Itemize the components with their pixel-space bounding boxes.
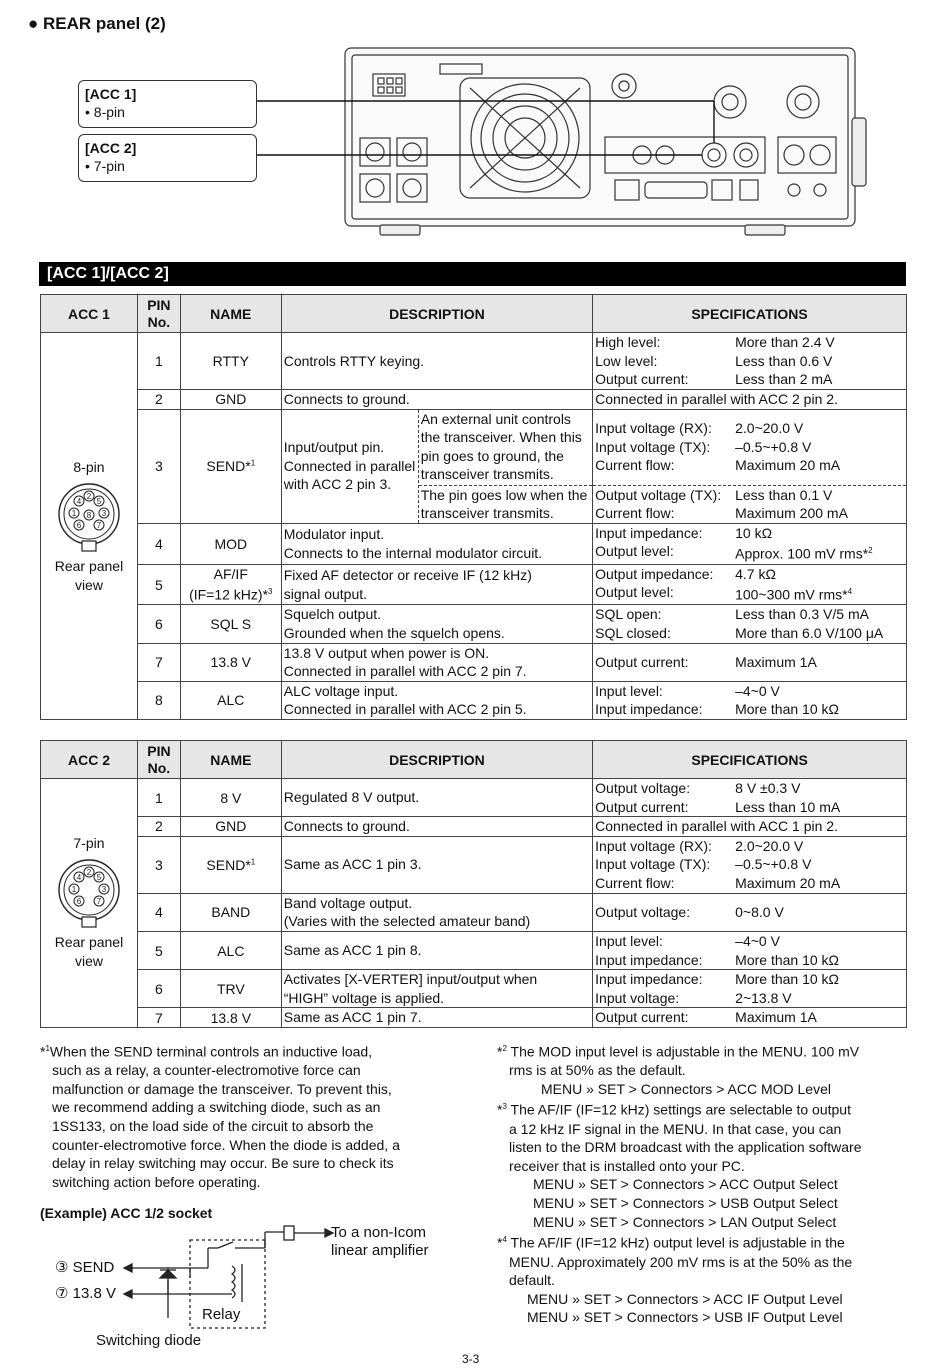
spec-key: Input voltage (TX):	[595, 438, 711, 455]
spec-key: Output voltage:	[595, 904, 691, 921]
spec-key: Input voltage (RX):	[595, 837, 712, 854]
note-line: such as a relay, a counter-electromotive force can	[52, 1062, 361, 1079]
spec-key: Input impedance:	[595, 524, 703, 541]
pin-number: 5	[137, 564, 180, 605]
table-row	[41, 564, 907, 605]
desc-line: 13.8 V output when power is ON.	[283, 644, 490, 661]
menu-path: MENU » SET > Connectors > ACC MOD Level	[541, 1080, 831, 1097]
pin-name: MOD	[180, 523, 281, 564]
desc-line: Grounded when the squelch opens.	[283, 625, 505, 642]
spec-key: Input impedance:	[595, 701, 703, 718]
pin-name	[180, 836, 281, 893]
note-line: counter-electromotive force. When the diode is added, a	[52, 1136, 400, 1153]
desc-line: “HIGH” voltage is applied.	[283, 989, 445, 1006]
desc-line: Modulator input.	[283, 526, 385, 543]
pin-name: 8 V	[180, 779, 281, 817]
acc2-header-name: NAME	[180, 741, 281, 779]
footnote-number: 2	[502, 1044, 507, 1053]
table-row	[41, 779, 907, 817]
pin-number: 1	[137, 779, 180, 817]
menu-path: MENU » SET > Connectors > USB Output Select	[533, 1195, 838, 1212]
svg-text:2: 2	[86, 868, 92, 878]
spec-key: Output impedance:	[595, 565, 714, 582]
menu-path: MENU » SET > Connectors > ACC IF Output Level	[527, 1290, 843, 1307]
spec-value: 2.0~20.0 V	[735, 420, 804, 437]
pin-number: 8	[137, 681, 180, 719]
desc-main: Input/output pin. Connected in parallel with ACC 2 pin 3.	[282, 410, 419, 523]
spec-key: High level:	[595, 334, 661, 351]
note-line: receiver that is installed onto your PC.	[509, 1157, 745, 1174]
pin-name: GND	[180, 817, 281, 837]
note-line: The AF/IF (IF=12 kHz) output level is adjustable in the	[510, 1234, 845, 1251]
pin-name-text: SEND*	[206, 458, 251, 475]
pin-name: BAND	[180, 893, 281, 931]
table-row	[41, 1008, 907, 1028]
relay-label: Relay	[202, 1306, 241, 1323]
spec-value: Less than 0.6 V	[735, 352, 833, 369]
spec-key: Current flow:	[595, 875, 675, 892]
spec-key: Low level:	[595, 352, 658, 369]
pin-specification: Connected in parallel with ACC 2 pin 2.	[593, 390, 907, 410]
footnote-2: *$^2$ The MOD input level is adjustable in the MENU. 100 mV rms is at 50% as the default. MENU » SET > Connectors > ACC MOD Level	[497, 1040, 909, 1098]
note-line: malfunction or damage the transceiver. To prevent this,	[52, 1080, 392, 1097]
svg-text:5: 5	[96, 496, 102, 506]
footnote-1	[40, 1040, 460, 1191]
pin-name-text: SEND*	[206, 856, 251, 873]
spec-value: 10 kΩ	[735, 524, 773, 541]
amplifier-label-line2: linear amplifier	[331, 1242, 429, 1259]
note-line: 1SS133, on the load side of the circuit to absorb the	[52, 1118, 374, 1135]
pin-description	[281, 564, 592, 605]
acc1-header-connector: ACC 1	[41, 295, 138, 333]
pin-number: 4	[137, 523, 180, 564]
pin-name: RTTY	[180, 333, 281, 390]
diode-label: Switching diode	[96, 1332, 202, 1349]
desc-line: Fixed AF detector or receive IF (12 kHz)	[283, 566, 532, 583]
menu-path: MENU » SET > Connectors > ACC Output Select	[533, 1176, 838, 1193]
desc-line: ALC voltage input.	[283, 682, 399, 699]
pin-specification	[593, 523, 907, 564]
pin-specification	[593, 564, 907, 605]
pin-number: 3	[137, 409, 180, 523]
pin-specification	[593, 893, 907, 931]
table-row	[41, 931, 907, 969]
spec-key: Output current:	[595, 371, 689, 388]
send-terminal-label: ③ SEND	[55, 1259, 115, 1276]
pin-name-text: AF/IF	[213, 565, 248, 582]
pin-description	[281, 893, 592, 931]
spec-key: SQL open:	[595, 606, 662, 623]
footnote-number: 4	[502, 1235, 507, 1245]
spec-key: Output level:	[595, 543, 674, 560]
callout-acc1-title: [ACC 1]	[85, 86, 137, 102]
spec-value: Less than 0.1 V	[735, 486, 833, 503]
table-row	[41, 681, 907, 719]
pin-name-text: (IF=12 kHz)*	[189, 586, 269, 603]
spec-value: Less than 2 mA	[735, 371, 833, 388]
note-line: The MOD input level is adjustable in the MENU. 100 mV	[510, 1043, 860, 1060]
spec-key: Output current:	[595, 798, 689, 815]
section-title-bar	[39, 262, 906, 286]
pin-specification	[593, 333, 907, 390]
spec-key: Current flow:	[595, 457, 675, 474]
spec-value: Maximum 20 mA	[735, 875, 841, 892]
footnote-number: 3	[502, 1102, 507, 1112]
spec-value: 0~8.0 V	[735, 904, 784, 921]
svg-text:8: 8	[86, 510, 92, 520]
acc1-header-description: DESCRIPTION	[281, 295, 592, 333]
acc2-view-label: Rear panel view	[54, 934, 124, 970]
footnote-ref: 2	[868, 546, 873, 556]
spec-key: Input voltage (TX):	[595, 856, 711, 873]
pin-description	[281, 409, 592, 523]
callout-acc2-sub: • 7-pin	[85, 158, 125, 174]
pin-specification	[593, 779, 907, 817]
desc-line: Activates [X-VERTER] input/output when	[283, 971, 538, 988]
pin-name	[180, 564, 281, 605]
spec-key: Current flow:	[595, 505, 675, 522]
amplifier-label-line1: To a non-Icom	[331, 1224, 427, 1241]
svg-text:2: 2	[86, 491, 92, 501]
spec-value: More than 10 kΩ	[735, 701, 839, 718]
desc-line: Connected in parallel with ACC 2 pin 5.	[283, 701, 527, 718]
pin-name: GND	[180, 390, 281, 410]
spec-key: Output level:	[595, 584, 674, 601]
pin-number: 1	[137, 333, 180, 390]
acc1-connector-cell	[41, 333, 138, 720]
table-row	[41, 893, 907, 931]
spec-value: Maximum 1A	[735, 653, 817, 670]
table-row	[41, 523, 907, 564]
spec-key: Output voltage:	[595, 780, 691, 796]
pin-number: 3	[137, 836, 180, 893]
desc-line: (Varies with the selected amateur band)	[283, 913, 531, 930]
pin-description: Same as ACC 1 pin 8.	[281, 931, 592, 969]
spec-value: Less than 0.3 V/5 mA	[735, 606, 869, 623]
table-row	[41, 836, 907, 893]
table-row	[41, 333, 907, 390]
note-line: a 12 kHz IF signal in the MENU. In that case, you can	[509, 1120, 842, 1137]
pin-specification	[593, 970, 907, 1008]
spec-value: 2.0~20.0 V	[735, 837, 804, 854]
pin-name: ALC	[180, 931, 281, 969]
page-heading: ● REAR panel (2)	[28, 14, 166, 33]
pin-name: ALC	[180, 681, 281, 719]
spec-key: SQL closed:	[595, 625, 671, 642]
menu-path: MENU » SET > Connectors > USB IF Output Level	[527, 1309, 843, 1326]
acc2-header-specifications: SPECIFICATIONS	[593, 741, 907, 779]
spec-value: 100~300 mV rms*	[735, 586, 848, 603]
pin-number: 2	[137, 817, 180, 837]
note-line: delay in relay switching may occur. Be sure to check its	[52, 1155, 394, 1172]
pin-specification	[593, 681, 907, 719]
pin-name: 13.8 V	[180, 1008, 281, 1028]
acc1-header-name: NAME	[180, 295, 281, 333]
spec-value: Approx. 100 mV rms*	[735, 546, 869, 563]
section-title: [ACC 1]/[ACC 2]	[47, 265, 169, 282]
spec-value: More than 10 kΩ	[735, 971, 840, 988]
footnotes-right	[497, 1040, 909, 1327]
pin-description: Regulated 8 V output.	[281, 779, 592, 817]
menu-path: MENU » SET > Connectors > LAN Output Select	[533, 1213, 837, 1230]
desc-input-mode: An external unit controls the transceiver. When this pin goes to ground, the transceiver transmits.	[419, 410, 592, 486]
spec-value: More than 6.0 V/100 μA	[735, 625, 884, 642]
footnote-ref: 1	[250, 458, 256, 468]
svg-text:3: 3	[101, 885, 107, 895]
svg-text:4: 4	[76, 873, 82, 883]
footnote-ref: 4	[847, 587, 853, 597]
table-row	[41, 643, 907, 681]
pin-description	[281, 681, 592, 719]
desc-line: Band voltage output.	[283, 894, 413, 911]
acc1-header-specifications: SPECIFICATIONS	[593, 295, 907, 333]
callout-acc1-sub: • 8-pin	[85, 104, 125, 120]
pin-description	[281, 605, 592, 643]
pin-number: 5	[137, 931, 180, 969]
note-line: When the SEND terminal controls an inductive load,	[49, 1043, 373, 1060]
spec-key: Input level:	[595, 932, 663, 949]
desc-line: Squelch output.	[283, 606, 382, 623]
pin-number: 6	[137, 605, 180, 643]
acc1-header-row	[41, 295, 907, 333]
din-7pin-connector-icon	[54, 857, 124, 929]
acc1-header-pin: PIN No.	[137, 295, 180, 333]
table-row	[41, 409, 907, 523]
svg-text:3: 3	[101, 508, 107, 518]
svg-text:4: 4	[76, 496, 82, 506]
pin-number: 7	[137, 643, 180, 681]
pin-description: Connects to ground.	[281, 817, 592, 837]
spec-value: 2~13.8 V	[735, 989, 792, 1006]
table-row	[41, 605, 907, 643]
spec-key: Output current:	[595, 1009, 689, 1026]
pin-description: Controls RTTY keying.	[281, 333, 592, 390]
spec-value: Maximum 20 mA	[735, 457, 841, 474]
desc-output-mode: The pin goes low when the transceiver transmits.	[420, 486, 588, 522]
note-line: default.	[509, 1272, 555, 1289]
acc2-pin-label: 7-pin	[73, 835, 105, 852]
spec-key: Input level:	[595, 682, 663, 699]
pin-specification	[593, 836, 907, 893]
spec-value: Maximum 1A	[735, 1009, 817, 1026]
footnote-ref: 1	[250, 857, 256, 867]
acc2-header-connector: ACC 2	[41, 741, 138, 779]
svg-text:5: 5	[96, 873, 102, 883]
acc1-pin-label: 8-pin	[73, 458, 105, 475]
acc2-table	[40, 740, 907, 1028]
acc2-header-description: DESCRIPTION	[281, 741, 592, 779]
page-number: 3-3	[462, 1352, 480, 1366]
note-line: MENU. Approximately 200 mV rms is at the 50% as the	[509, 1253, 853, 1270]
note-line: The AF/IF (IF=12 kHz) settings are selectable to output	[510, 1102, 851, 1119]
spec-key: Input voltage (RX):	[595, 420, 712, 437]
pin-number: 7	[137, 1008, 180, 1028]
pin-description	[281, 523, 592, 564]
desc-line: Connects to the internal modulator circuit.	[283, 544, 543, 561]
pin-number: 2	[137, 390, 180, 410]
pin-description	[281, 970, 592, 1008]
callout-acc1	[78, 80, 257, 128]
desc-line: Connected in parallel with ACC 2 pin 7.	[283, 663, 527, 680]
pin-number: 4	[137, 893, 180, 931]
spec-value: More than 2.4 V	[735, 334, 835, 351]
pin-specification	[593, 931, 907, 969]
callout-acc2-title: [ACC 2]	[85, 140, 137, 156]
spec-value: Maximum 200 mA	[735, 505, 848, 522]
pin-specification: Connected in parallel with ACC 1 pin 2.	[593, 817, 907, 837]
svg-text:6: 6	[76, 520, 82, 530]
note-line: switching action before operating.	[52, 1173, 261, 1190]
spec-key: Output current:	[595, 653, 689, 670]
footnote-3: *$^3$ The AF/IF (IF=12 kHz) settings are selectable to output a 12 kHz IF signal in the MENU. In that case, you can listen to the DRM broadcast with the application software receiver that is installed onto your PC. MENU » SET > Connectors > ACC Output Select MENU » SET > Connectors > USB Output Select MENU » SET > Connectors > LAN Output Select	[497, 1098, 909, 1231]
spec-key: Input impedance:	[595, 971, 703, 988]
svg-text:7: 7	[96, 897, 102, 907]
example-title: (Example) ACC 1/2 socket	[40, 1205, 213, 1221]
spec-value: –0.5~+0.8 V	[735, 438, 812, 455]
pin-name: SQL S	[180, 605, 281, 643]
pin-number: 6	[137, 970, 180, 1008]
desc-line: signal output.	[283, 585, 368, 602]
table-row	[41, 390, 907, 410]
footnote-4: *$^4$ The AF/IF (IF=12 kHz) output level is adjustable in the MENU. Approximately 200 mV rms is at the 50% as the default. MENU » SET > Connectors > ACC IF Output Level MENU » SET > Connectors > USB IF Output Level	[497, 1231, 909, 1327]
spec-key: Input voltage:	[595, 989, 680, 1006]
callout-acc2	[78, 134, 257, 182]
power-terminal-label: ⑦ 13.8 V	[55, 1285, 116, 1302]
footnote-mark: *	[40, 1043, 46, 1060]
spec-value: 4.7 kΩ	[735, 565, 776, 582]
spec-key: Input impedance:	[595, 951, 703, 968]
pin-name	[180, 409, 281, 523]
pin-description: Connects to ground.	[281, 390, 592, 410]
pin-specification	[593, 643, 907, 681]
spec-value: Less than 10 mA	[735, 798, 841, 815]
pin-description	[281, 643, 592, 681]
svg-text:7: 7	[96, 520, 102, 530]
pin-specification	[593, 605, 907, 643]
table-row	[41, 970, 907, 1008]
pin-name: TRV	[180, 970, 281, 1008]
note-line: rms is at 50% as the default.	[509, 1062, 686, 1079]
acc1-view-label: Rear panel view	[54, 557, 124, 593]
svg-text:1: 1	[71, 885, 77, 895]
pin-specification	[593, 409, 907, 523]
spec-value: 8 V ±0.3 V	[735, 780, 801, 796]
spec-value: –0.5~+0.8 V	[735, 856, 812, 873]
pin-description: Same as ACC 1 pin 7.	[281, 1008, 592, 1028]
pin-specification	[593, 1008, 907, 1028]
spec-value: –4~0 V	[735, 682, 780, 699]
spec-value: –4~0 V	[735, 932, 780, 949]
acc2-header-row	[41, 741, 907, 779]
pin-description: Same as ACC 1 pin 3.	[281, 836, 592, 893]
din-8pin-connector-icon	[54, 481, 124, 553]
acc1-table	[40, 294, 907, 720]
spec-value: More than 10 kΩ	[735, 951, 840, 968]
acc2-connector-cell	[41, 779, 138, 1028]
table-row	[41, 817, 907, 837]
spec-key: Output voltage (TX):	[595, 486, 722, 503]
pin-name: 13.8 V	[180, 643, 281, 681]
note-line: we recommend adding a switching diode, such as an	[52, 1099, 381, 1116]
svg-text:1: 1	[71, 508, 77, 518]
footnote-number: 1	[45, 1044, 50, 1053]
note-line: listen to the DRM broadcast with the application software	[509, 1139, 862, 1156]
acc2-header-pin: PIN No.	[137, 741, 180, 779]
svg-text:6: 6	[76, 897, 82, 907]
footnote-ref: 3	[268, 587, 273, 597]
